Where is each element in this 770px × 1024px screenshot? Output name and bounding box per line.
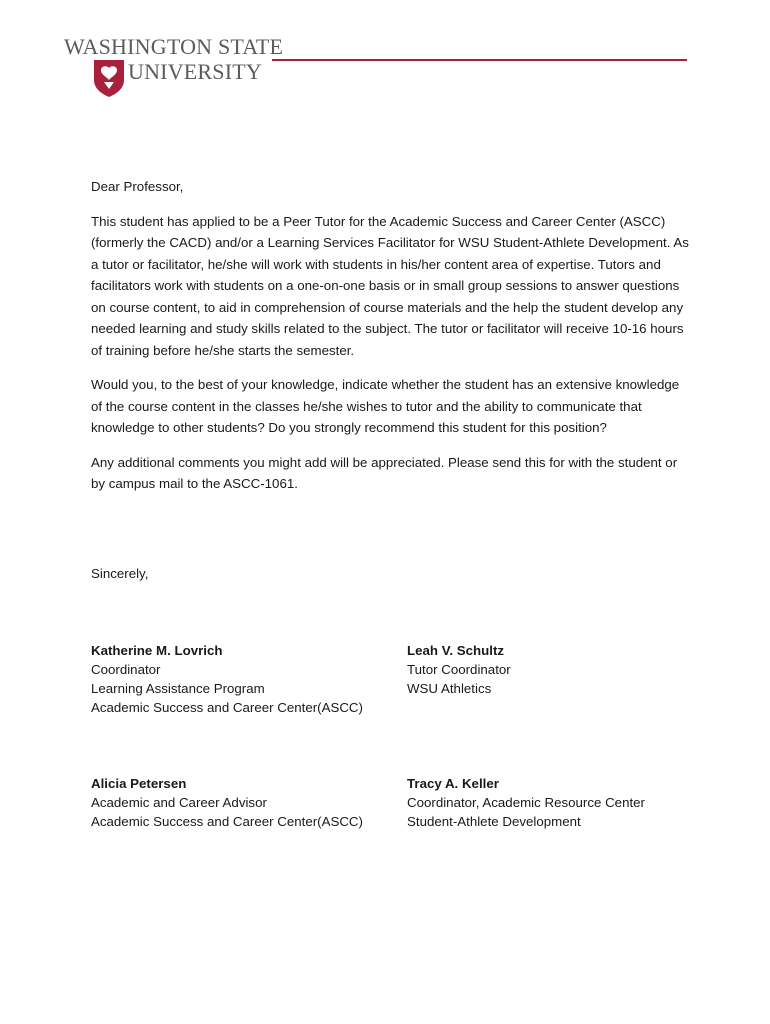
- closing: Sincerely,: [91, 566, 149, 581]
- paragraph-request: Would you, to the best of your knowledge, indicate whether the student has an extensive knowledge of the course content in the classes he/she wishes to tutor and the ability to communicate that knowledge to other students? Do you strongly recommend this student for this position?: [91, 377, 680, 435]
- signatory-title: Academic and Career Advisor: [91, 795, 267, 810]
- signatory-name: Katherine M. Lovrich: [91, 643, 223, 658]
- signatory-title: Coordinator, Academic Resource Center: [407, 795, 645, 810]
- signature-block-schultz: [407, 641, 511, 698]
- signatory-name: Alicia Petersen: [91, 776, 187, 791]
- signatory-department: WSU Athletics: [407, 681, 492, 696]
- signatory-name: Leah V. Schultz: [407, 643, 505, 658]
- wordmark-line2: UNIVERSITY: [128, 59, 262, 84]
- signature-block-petersen: [91, 774, 363, 831]
- wordmark-line1: WASHINGTON STATE: [64, 34, 284, 59]
- signature-block-lovrich: [91, 641, 363, 717]
- signatory-title: Coordinator: [91, 662, 161, 677]
- letter-body: [91, 176, 691, 508]
- paragraph-intro: This student has applied to be a Peer Tutor for the Academic Success and Career Center (ASCC) (formerly the CACD) and/or a Learning Services Facilitator for WSU Student-Athlete Development. As a tutor or facilitator, he/she will work with students in his/her content area of expertise. Tutors and facilitators work with students on a one-on-one basis or in small group sessions to answer questions on course content, to aid in comprehension of course materials and the help the student develop any needed learning and study skills related to the subject. The tutor or facilitator will receive 10-16 hours of training before he/she starts the semester.: [91, 213, 689, 358]
- salutation: Dear Professor,: [91, 179, 184, 194]
- letterhead: [0, 0, 770, 110]
- letterhead-rule: [272, 59, 687, 61]
- signature-block-keller: [407, 774, 645, 831]
- signatory-name: Tracy A. Keller: [407, 776, 499, 791]
- paragraph-comments: Any additional comments you might add will be appreciated. Please send this for with the student or by campus mail to the ASCC-1061.: [91, 454, 678, 491]
- signatory-department: Learning Assistance Program: [91, 681, 265, 696]
- signatory-title: Tutor Coordinator: [407, 662, 511, 677]
- signatory-unit: Academic Success and Career Center(ASCC): [91, 700, 363, 715]
- wsu-shield-logo-icon: [92, 58, 126, 98]
- signatory-department: Academic Success and Career Center(ASCC): [91, 814, 363, 829]
- signatory-department: Student-Athlete Development: [407, 814, 581, 829]
